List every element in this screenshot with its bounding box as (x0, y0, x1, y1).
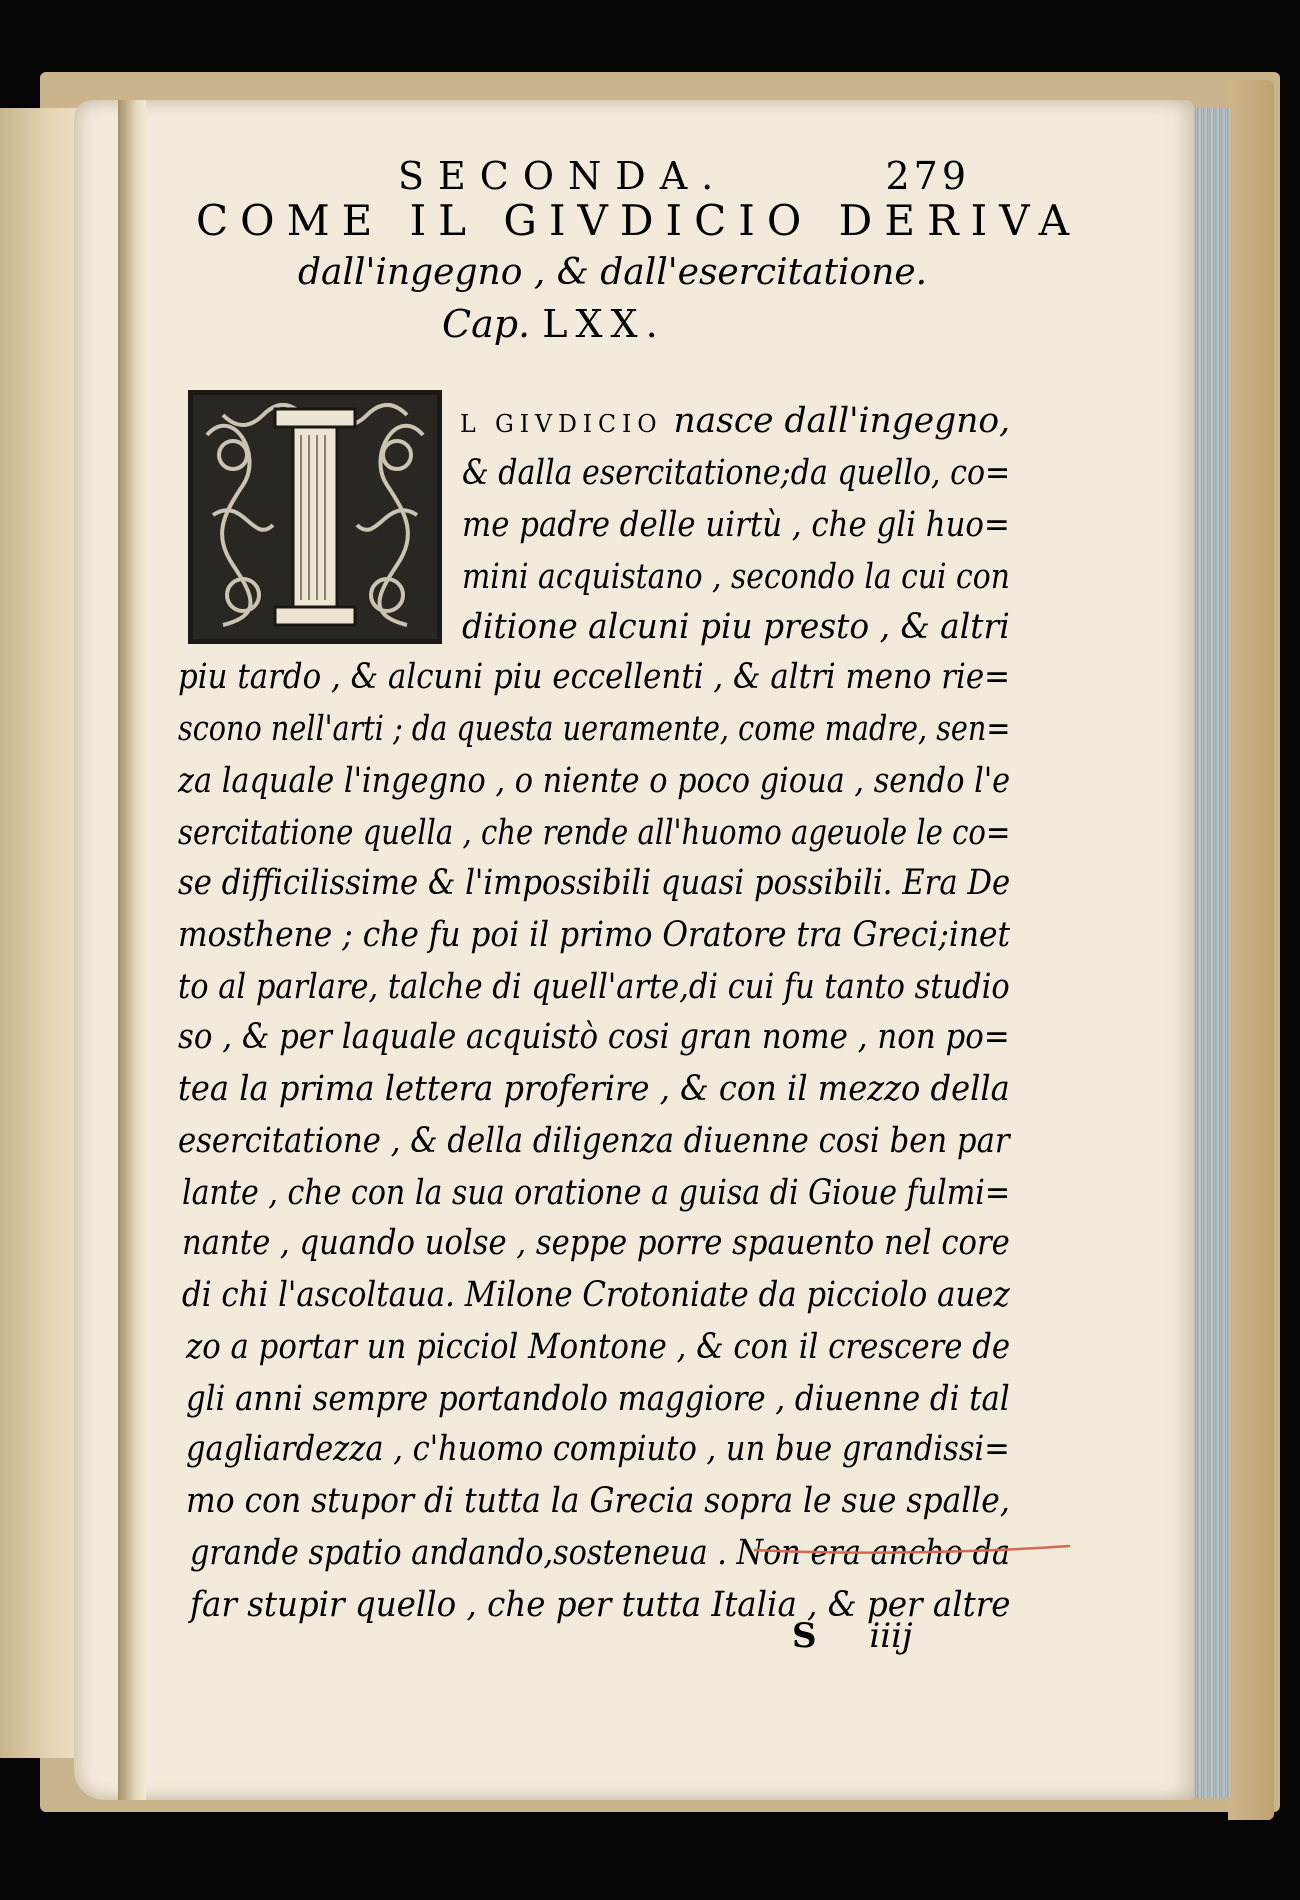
chapter-title: COME IL GIVDICIO DERIVA (196, 196, 1082, 245)
cover-edge (1228, 80, 1274, 1820)
body-line-19: zo a portar un picciol Montone , & con il crescere de (186, 1327, 1011, 1367)
opening-small-caps: L GIVDICIO (460, 410, 663, 438)
body-line-6: piu tardo , & alcuni piu eccellenti , & altri meno rie= (178, 657, 1011, 697)
chapter-number (442, 302, 842, 346)
red-pencil-underline (752, 1542, 1072, 1556)
chapter-roman-numeral: LXX. (542, 302, 666, 346)
body-line-16: lante , che con la sua oratione a guisa di Gioue fulmi= (182, 1173, 1011, 1213)
body-line-9: sercitatione quella , che rende all'huomo ageuole le co= (178, 813, 1011, 853)
body-line-4: mini acquistano , secondo la cui con (462, 557, 1010, 597)
body-line-20: gli anni sempre portandolo maggiore , diuenne di tal (186, 1379, 1010, 1419)
body-line-23: grande spatio andando,sosteneua . Non era ancho da (190, 1533, 1011, 1573)
body-line-17: nante , quando uolse , seppe porre spauento nel core (182, 1223, 1010, 1263)
body-line-5: ditione alcuni piu presto , & altri (462, 607, 1010, 647)
body-line-7: scono nell'arti ; da questa ueramente, come madre, sen= (178, 709, 1011, 749)
body-line-15: esercitatione , & della diligenza diuenne cosi ben par (178, 1121, 1010, 1161)
body-line-8: za laquale l'ingegno , o niente o poco gioua , sendo l'e (178, 761, 1011, 801)
page-number: 279 (885, 154, 970, 198)
body-line-12: to al parlare, talche di quell'arte,di cui fu tanto studio (178, 967, 1010, 1007)
body-line-1 (460, 401, 1011, 441)
signature-mark (792, 1616, 913, 1656)
body-line-18: di chi l'ascoltaua. Milone Crotoniate da picciolo auez (182, 1275, 1010, 1315)
body-line-14: tea la prima lettera proferire , & con il mezzo della (178, 1069, 1010, 1109)
body-line-3: me padre delle uirtù , che gli huo= (462, 505, 1010, 545)
running-head-title: SECONDA. (398, 154, 728, 198)
signature-leaf-number: iiij (869, 1616, 913, 1656)
body-line-11: mosthene ; che fu poi il primo Oratore tra Greci;inet (178, 915, 1011, 955)
body-line-10: se difficilissime & l'impossibili quasi possibili. Era De (178, 863, 1011, 903)
decorated-initial (188, 390, 442, 644)
signature-letter: S (792, 1616, 817, 1656)
page-gutter (118, 100, 146, 1800)
body-line-2: & dalla esercitatione;da quello, co= (462, 453, 1011, 493)
chapter-subtitle: dall'ingegno , & dall'esercitatione. (298, 252, 928, 293)
body-line-24: far stupir quello , che per tutta Italia , & per altre (190, 1585, 1011, 1625)
body-line-22: mo con stupor di tutta la Grecia sopra le sue spalle, (186, 1481, 1010, 1521)
body-line-1-text: nasce dall'ingegno, (673, 401, 1011, 441)
body-line-21: gagliardezza , c'huomo compiuto , un bue grandissi= (186, 1429, 1010, 1469)
chapter-cap-label: Cap. (442, 302, 531, 346)
running-head (210, 154, 970, 200)
body-line-13: so , & per laquale acquistò cosi gran nome , non po= (178, 1017, 1010, 1057)
woodcut-initial-i-icon (193, 395, 437, 639)
